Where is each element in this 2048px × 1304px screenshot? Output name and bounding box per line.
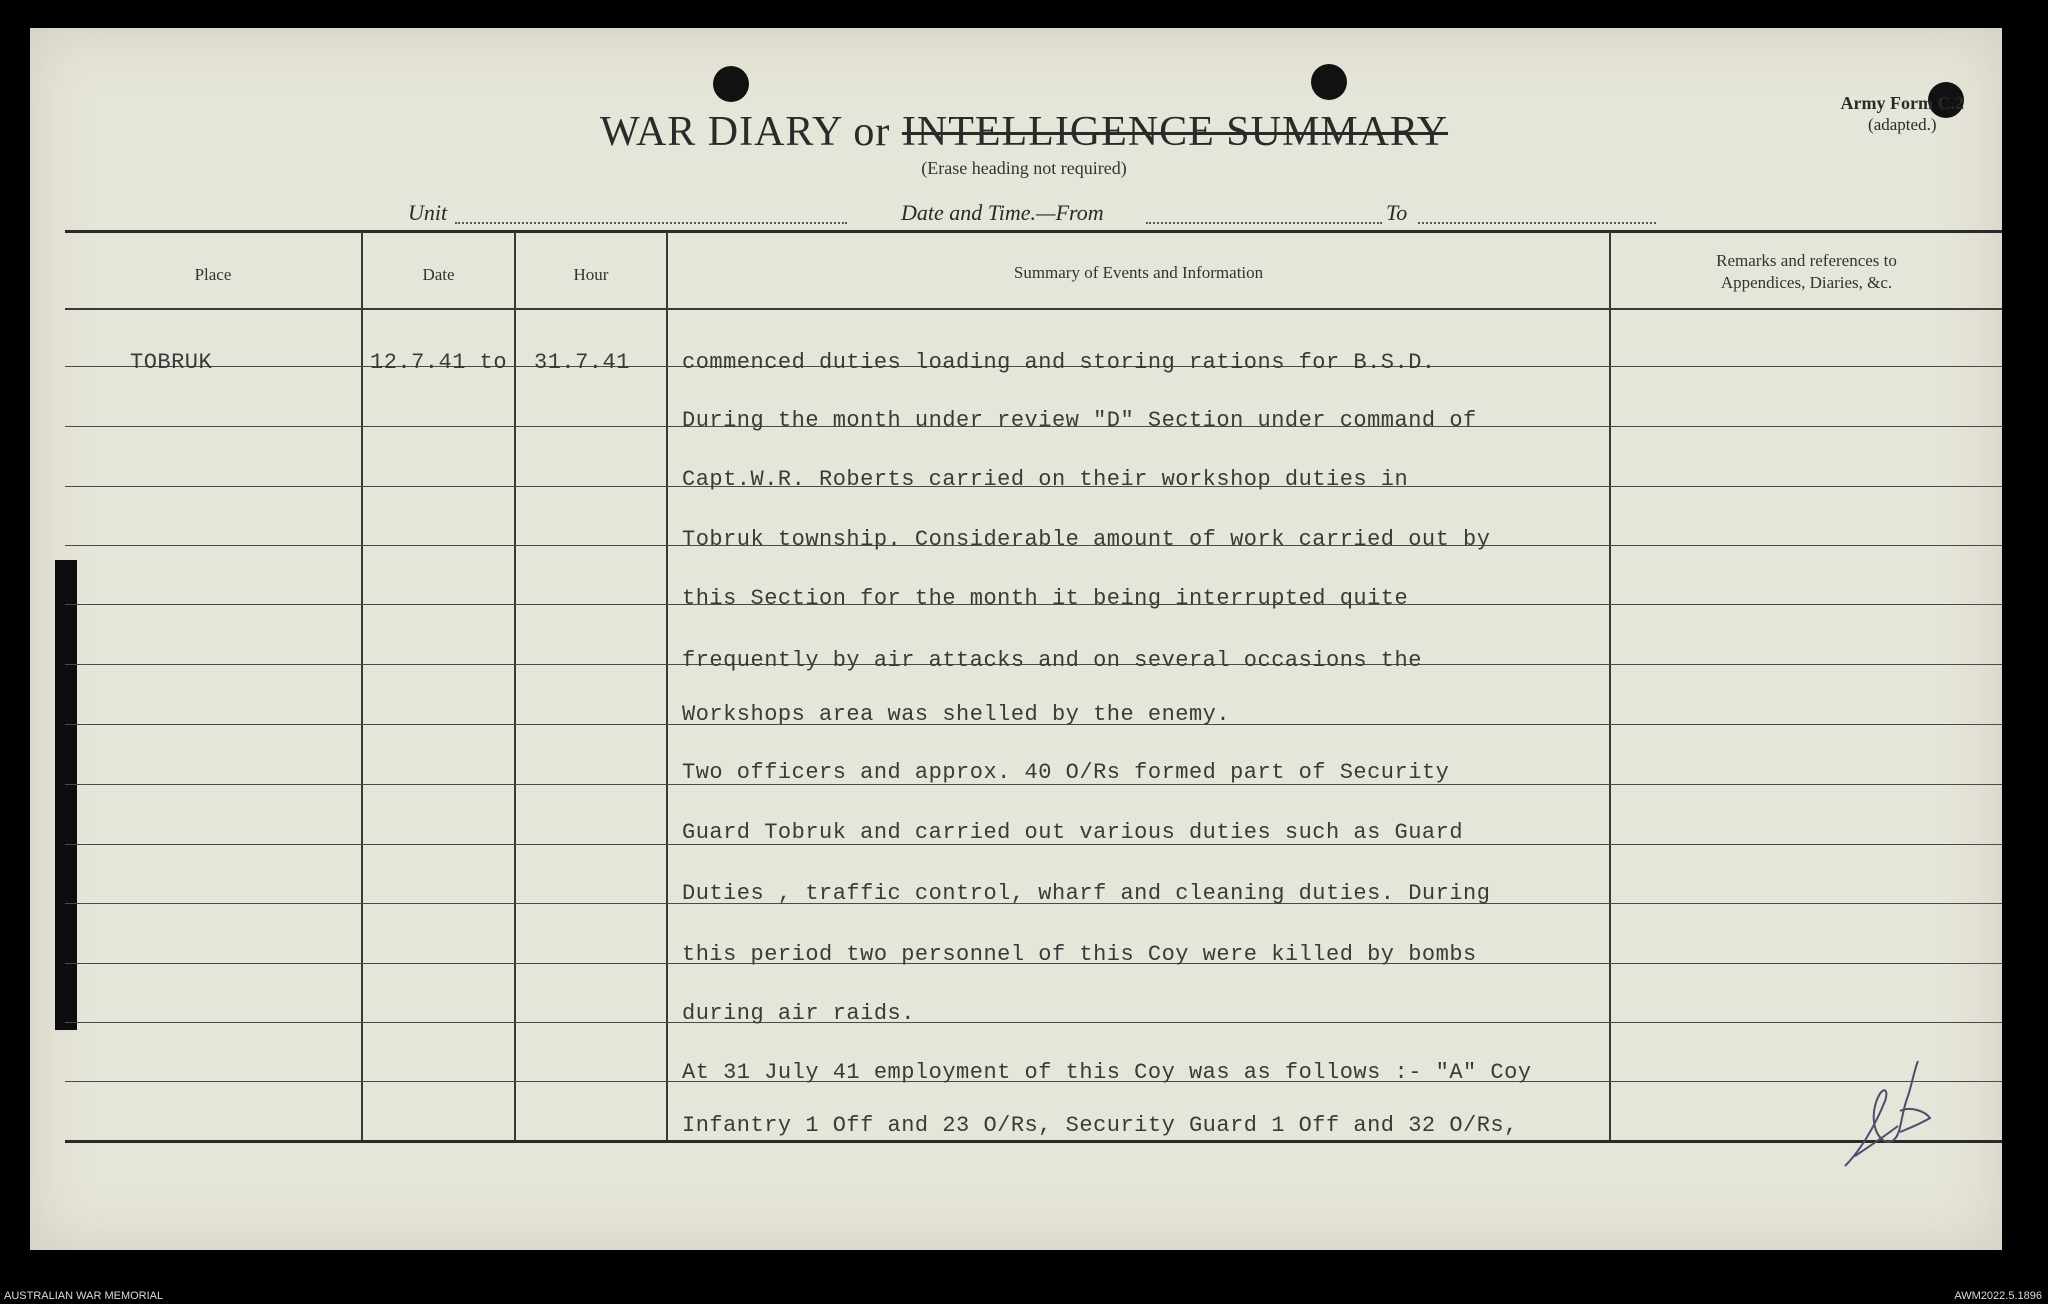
remarks-header-line-2: Appendices, Diaries, &c. (1720, 273, 1893, 292)
column-divider-2 (514, 232, 516, 1140)
column-header-remarks (1611, 250, 2002, 294)
form-title (0, 108, 2048, 156)
summary-line-6: frequently by air attacks and on several occasions the (682, 648, 1422, 673)
unit-label: Unit (408, 200, 448, 225)
header-bottom-rule (65, 308, 2002, 310)
entry-hour: 31.7.41 (534, 350, 630, 375)
summary-line-9: Guard Tobruk and carried out various duties such as Guard (682, 820, 1464, 845)
summary-line-4: Tobruk township. Considerable amount of work carried out by (682, 527, 1491, 552)
column-header-date: Date (422, 265, 455, 284)
title-struck-intelligence-summary: INTELLIGENCE SUMMARY (901, 109, 1449, 155)
title-war-diary: WAR DIARY or (599, 109, 891, 155)
column-header-place: Place (194, 265, 232, 284)
footer-institution: AUSTRALIAN WAR MEMORIAL (4, 1290, 164, 1302)
entry-place: TOBRUK (130, 350, 213, 375)
unit-field (455, 222, 847, 224)
summary-line-11: this period two personnel of this Coy were killed by bombs (682, 942, 1477, 967)
summary-line-5: this Section for the month it being interrupted quite (682, 586, 1409, 611)
date-to-field (1418, 222, 1656, 224)
remarks-header-line-1: Remarks and references to (1716, 251, 1897, 270)
column-header-hour: Hour (573, 265, 609, 284)
army-form-number: Army Form C.2 (1840, 93, 1964, 113)
army-form-label (1841, 92, 1964, 136)
summary-line-13: At 31 July 41 employment of this Coy was as follows :- "A" Coy (682, 1060, 1532, 1085)
army-form-adapted: (adapted.) (1868, 115, 1937, 134)
summary-line-8: Two officers and approx. 40 O/Rs formed part of Security (682, 760, 1450, 785)
date-from-field (1146, 222, 1382, 224)
punch-hole-left (713, 66, 749, 102)
column-divider-4 (1609, 232, 1611, 1140)
column-divider-3 (666, 232, 668, 1140)
summary-line-10: Duties , traffic control, wharf and cleaning duties. During (682, 881, 1491, 906)
torn-edge (55, 560, 77, 1030)
summary-line-2: During the month under review "D" Section under command of (682, 408, 1477, 433)
summary-line-7: Workshops area was shelled by the enemy. (682, 702, 1231, 727)
entry-date: 12.7.41 to (370, 350, 508, 375)
date-time-from-label: Date and Time.—From (901, 200, 1104, 225)
footer-accession-number: AWM2022.5.1896 (1954, 1290, 2042, 1302)
form-subtitle: (Erase heading not required) (921, 158, 1127, 178)
summary-line-14: Infantry 1 Off and 23 O/Rs, Security Guard 1 Off and 32 O/Rs, (682, 1113, 1518, 1138)
row-rule (65, 1022, 2002, 1023)
table-top-rule (65, 230, 2002, 233)
date-to-label: To (1386, 200, 1408, 225)
column-header-summary: Summary of Events and Information (1013, 263, 1264, 282)
column-divider-1 (361, 232, 363, 1140)
summary-line-12: during air raids. (682, 1001, 915, 1026)
punch-hole-right (1311, 64, 1347, 100)
summary-line-3: Capt.W.R. Roberts carried on their workshop duties in (682, 467, 1409, 492)
summary-line-1: commenced duties loading and storing rations for B.S.D. (682, 350, 1436, 375)
handwritten-initials-signature (1840, 1056, 1940, 1176)
table-bottom-rule (65, 1140, 2002, 1143)
